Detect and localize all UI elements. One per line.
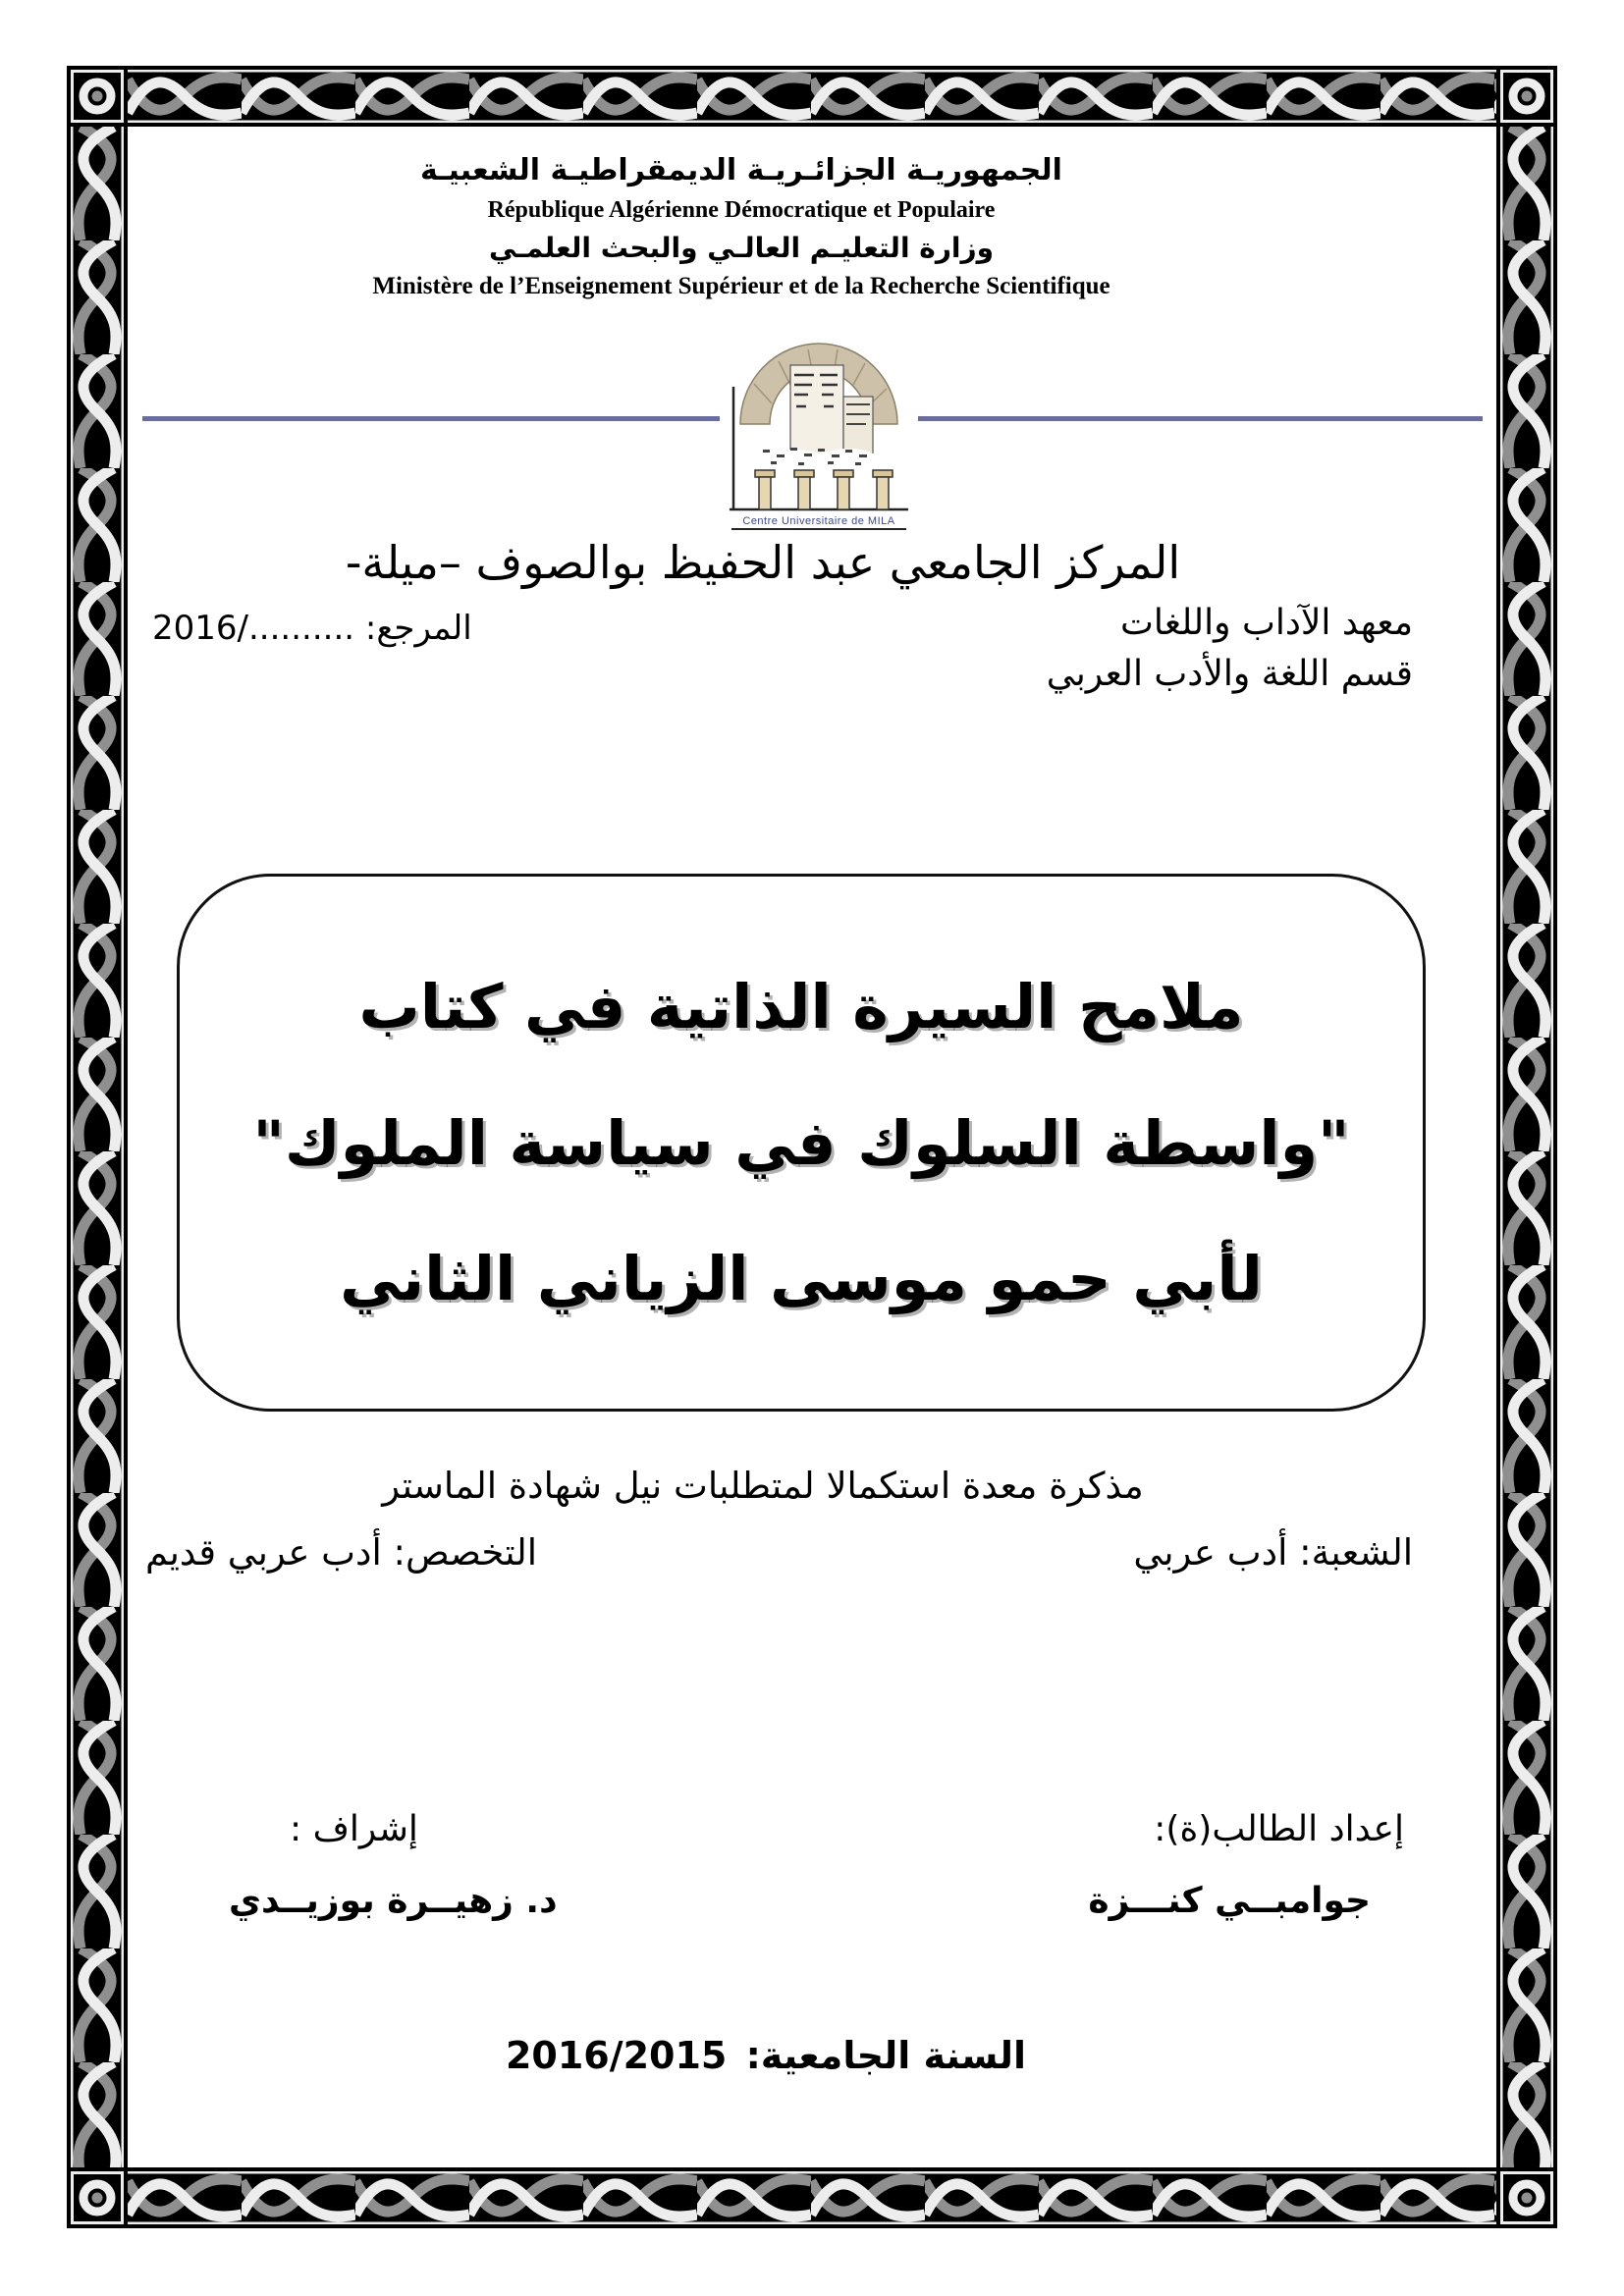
logo-caption: Centre Universitaire de MILA — [742, 515, 895, 527]
republic-title-arabic: الجمهوريـة الجزائـريـة الديمقراطيـة الشعبيـة — [420, 153, 1062, 187]
thesis-note: مذكرة معدة استكمالا لمتطلبات نيل شهادة الماستر — [382, 1465, 1144, 1507]
prepared-by-label: إعداد الطالب(ة): — [1154, 1809, 1404, 1849]
thesis-title-line3: لأبي حمو موسى الزياني الثاني — [340, 1243, 1263, 1315]
academic-year — [128, 2034, 1398, 2077]
corner-ornament-bottom-right — [1496, 2167, 1557, 2228]
corner-ornament-bottom-left — [67, 2167, 128, 2228]
thesis-title-line2: "واسطة السلوك في سياسة الملوك" — [252, 1106, 1350, 1179]
ministry-title-arabic: وزارة التعليـم العالـي والبحث العلمـي — [488, 232, 995, 264]
logo-caption-block — [731, 515, 906, 529]
university-name: المركز الجامعي عبد الحفيظ بوالصوف –ميلة- — [345, 536, 1181, 589]
specialty-field: التخصص: أدب عربي قديم — [145, 1531, 538, 1574]
frame-band-bottom — [128, 2167, 1496, 2228]
frame-band-top — [128, 66, 1496, 127]
academic-year-value: 2016/2015 — [505, 2034, 728, 2077]
page-header — [196, 153, 1286, 300]
university-logo — [720, 320, 918, 536]
branch-field: الشعبة: أدب عربي — [1133, 1531, 1413, 1574]
corner-ornament-top-left — [67, 66, 128, 127]
ministry-title-french: Ministère de l’Enseignement Supérieur et de la Recherche Scientifique — [372, 273, 1110, 299]
student-name: جوامبــي كنـــزة — [1088, 1881, 1371, 1921]
supervisor-name: د. زهيــرة بوزيــدي — [229, 1881, 558, 1921]
frame-band-left — [67, 127, 128, 2167]
department-name: قسم اللغة والأدب العربي — [1046, 654, 1413, 694]
academic-year-label: السنة الجامعية: — [745, 2034, 1027, 2077]
frame-band-right — [1496, 127, 1557, 2167]
reference-number: المرجع: ........../2016 — [152, 609, 472, 648]
thesis-title-line1: ملامح السيرة الذاتية في كتاب — [358, 970, 1244, 1042]
corner-ornament-top-right — [1496, 66, 1557, 127]
institute-name: معهد الآداب واللغات — [1120, 603, 1413, 643]
republic-title-french: République Algérienne Démocratique et Populaire — [487, 197, 996, 223]
supervision-label: إشراف : — [290, 1809, 418, 1849]
thesis-title-box — [177, 874, 1426, 1412]
